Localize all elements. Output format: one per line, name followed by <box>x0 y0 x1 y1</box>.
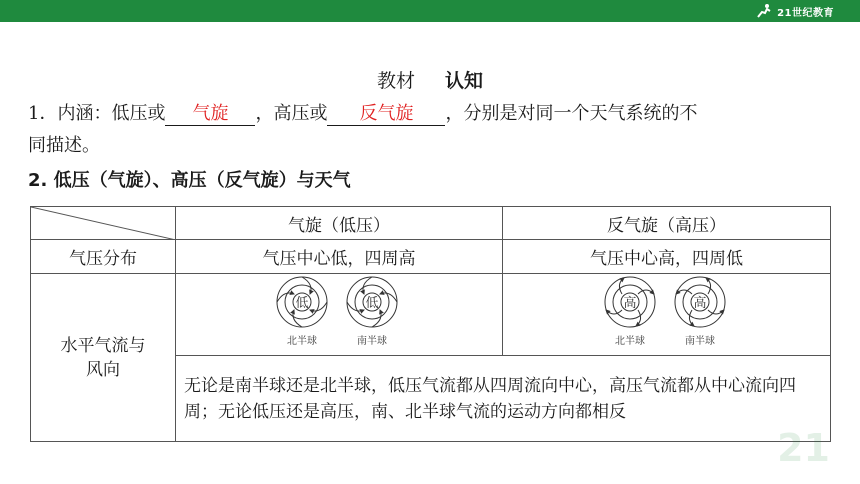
comparison-table <box>30 206 831 442</box>
cyclone-diagram-cell <box>176 274 503 356</box>
def-line2: 同描述。 <box>28 135 100 156</box>
airflow-label-line2: 风向 <box>86 359 120 380</box>
brand-logo <box>755 2 834 20</box>
section-heading <box>0 66 860 93</box>
anticyclone-diagram <box>592 274 742 350</box>
anticyclone-diagram-cell <box>503 274 831 356</box>
blank-anticyclone: 反气旋 <box>327 103 445 126</box>
svg-text:高: 高 <box>692 296 707 311</box>
airflow-label-line1: 水平气流与 <box>60 335 146 356</box>
heading-left: 教材 <box>376 70 415 92</box>
south-high-icon <box>675 277 725 347</box>
cyclone-diagram <box>264 274 414 350</box>
def-suffix: ，分别是对同一个天气系统的不 <box>445 103 698 124</box>
runner-icon <box>755 3 773 19</box>
brand-name: 21世纪教育 <box>777 7 834 19</box>
def-mid: ，高压或 <box>255 103 328 124</box>
header-cyclone: 气旋（低压） <box>176 207 503 240</box>
svg-text:低: 低 <box>295 296 309 311</box>
row-pressure-label: 气压分布 <box>31 240 176 274</box>
pressure-cyclone: 气压中心低，四周高 <box>176 240 503 274</box>
definition-paragraph <box>28 98 828 162</box>
svg-text:南半球: 南半球 <box>357 336 387 347</box>
svg-text:高: 高 <box>622 296 637 311</box>
svg-text:北半球: 北半球 <box>287 336 317 347</box>
blank-cyclone: 气旋 <box>165 103 255 126</box>
south-low-icon <box>347 277 397 347</box>
north-high-icon <box>605 277 655 347</box>
north-low-icon <box>277 277 327 347</box>
watermark: 21 <box>777 426 830 470</box>
top-bar <box>0 0 860 22</box>
airflow-description: 无论是南半球还是北半球，低压气流都从四周流向中心，高压气流都从中心流向四周；无论低压还是高压，南、北半球气流的运动方向都相反 <box>176 356 831 442</box>
pressure-anticyclone: 气压中心高，四周低 <box>503 240 831 274</box>
heading-right: 认知 <box>445 70 484 92</box>
header-corner-cell <box>31 207 176 240</box>
subsection-title: 2. 低压（气旋）、高压（反气旋）与天气 <box>28 170 351 191</box>
def-prefix: 1．内涵：低压或 <box>28 103 166 124</box>
row-airflow-label <box>31 274 176 442</box>
svg-text:北半球: 北半球 <box>614 336 645 347</box>
header-anticyclone: 反气旋（高压） <box>503 207 831 240</box>
svg-text:低: 低 <box>365 296 379 311</box>
svg-text:南半球: 南半球 <box>684 336 715 347</box>
